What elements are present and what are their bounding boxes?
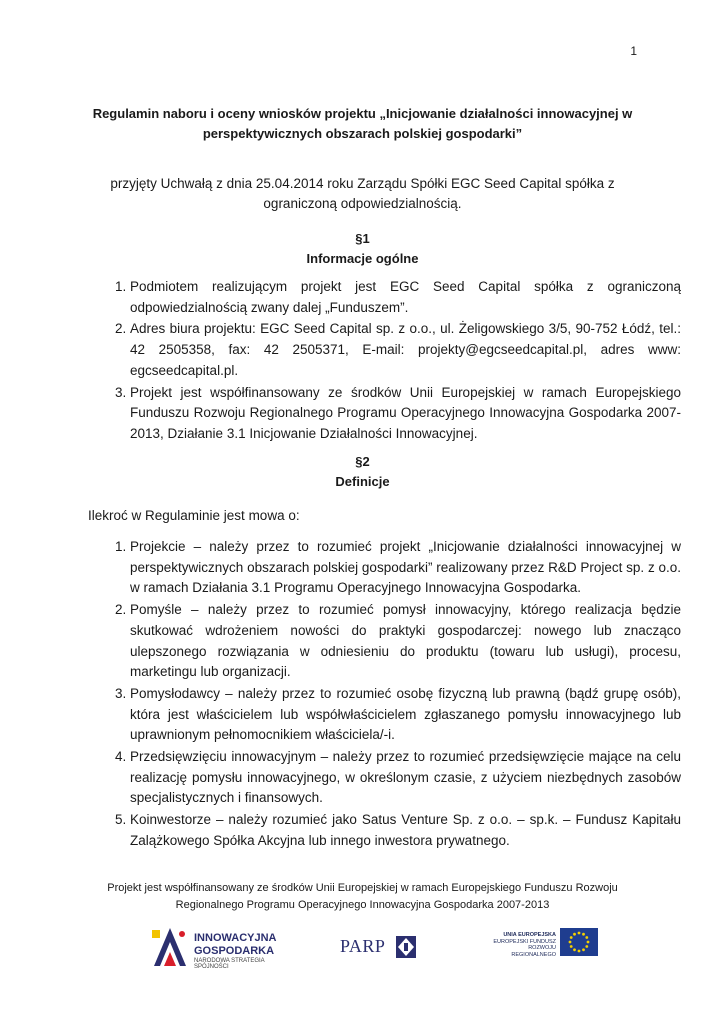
eu-line-3: ROZWOJU REGIONALNEGO — [511, 945, 556, 958]
parp-logo — [340, 932, 420, 962]
ig-tagline: NARODOWA STRATEGIA SPÓJNOŚCI — [194, 958, 265, 970]
section-2-header — [88, 452, 637, 492]
eu-line-2: EUROPEJSKI FUNDUSZ — [493, 938, 556, 945]
document-title — [88, 104, 637, 144]
eu-text — [490, 932, 556, 958]
section-2-number: §2 — [355, 454, 370, 469]
section-2-list — [88, 537, 681, 853]
eu-logo — [490, 928, 600, 960]
title-line-1: Regulamin naboru i oceny wniosków projektu „Inicjowanie działalności innowacyjnej w — [92, 106, 633, 121]
ig-emblem-icon — [150, 924, 190, 970]
list-item: 2. Adres biura projektu: EGC Seed Capital sp. z o.o., ul. Żeligowskiego 3/5, 90-752 Łódź, tel.: 42 2505358, fax: 42 2505371, E-mail: projekty@egcseedcapital.pl, adres www: egcseedcapital.pl. — [130, 319, 681, 381]
section-2-intro: Ilekroć w Regulaminie jest mowa o: — [88, 508, 300, 523]
footer-logos — [150, 924, 600, 972]
list-item: 2. Pomyśle – należy przez to rozumieć pomysł innowacyjny, którego realizacja będzie skutkować wdrożeniem nowości do praktyki gospodarczej: nowego lub znacząco ulepszonego rozwiązania w odniesieniu do produktu (towaru lub usługi), procesu, marketingu lub organizacji. — [130, 600, 681, 683]
page-number: 1 — [630, 44, 637, 58]
section-2-heading: Definicje — [335, 474, 390, 489]
section-1-number: §1 — [355, 231, 370, 246]
eu-flag-icon — [560, 928, 598, 956]
footer-line-2: Regionalnego Programu Operacyjnego Innowacyjna Gospodarka 2007-2013 — [175, 899, 550, 911]
footer-line-1: Projekt jest współfinansowany ze środków Unii Europejskiej w ramach Europejskiego Funduszu Rozwoju — [107, 882, 618, 894]
footer-text — [88, 880, 637, 914]
subtitle-line-2: ograniczoną odpowiedzialnością. — [263, 196, 462, 211]
list-item: 4. Przedsięwzięciu innowacyjnym – należy przez to rozumieć przedsięwzięcie mające na celu realizację pomysłu innowacyjnego, w określonym czasie, z użyciem niezbędnych zasobów specjalistycznych i finansowych. — [130, 747, 681, 809]
ig-line-1: INNOWACYJNA — [194, 932, 277, 944]
eu-line-1: UNIA EUROPEJSKA — [503, 932, 556, 938]
list-item: 3. Projekt jest współfinansowany ze środków Unii Europejskiej w ramach Europejskiego Funduszu Rozwoju Regionalnego Programu Operacyjnego Innowacyjna Gospodarka 2007-2013, Działanie 3.1 Inicjowanie Działalności Innowacyjnej. — [130, 383, 681, 445]
title-line-2: perspektywicznych obszarach polskiej gospodarki” — [202, 126, 523, 141]
list-item: 1. Podmiotem realizującym projekt jest EGC Seed Capital spółka z ograniczoną odpowiedzialnością zwany dalej „Funduszem”. — [130, 277, 681, 318]
section-1-header — [88, 229, 637, 269]
innowacyjna-gospodarka-logo — [150, 924, 290, 970]
list-item: 1. Projekcie – należy przez to rozumieć projekt „Inicjowanie działalności innowacyjnej w perspektywicznych obszarach polskiej gospodarki” realizowany przez R&D Project sp. z o.o. w ramach Działania 3.1 Programu Operacyjnego Innowacyjna Gospodarka. — [130, 537, 681, 599]
ig-line-2: GOSPODARKA — [194, 945, 275, 957]
section-1-heading: Informacje ogólne — [306, 251, 419, 266]
subtitle-line-1: przyjęty Uchwałą z dnia 25.04.2014 roku Zarządu Spółki EGC Seed Capital spółka z — [110, 176, 615, 191]
ig-name — [194, 932, 277, 958]
section-1-list — [88, 277, 681, 446]
parp-text: PARP — [340, 936, 386, 956]
list-item: 3. Pomysłodawcy – należy przez to rozumieć osobę fizyczną lub prawną (bądź grupę osób), która jest właścicielem lub współwłaścicielem zgłaszanego pomysłu innowacyjnego lub uprawnionym pełnomocnikiem właściciela/-i. — [130, 684, 681, 746]
document-subtitle — [88, 174, 637, 214]
parp-emblem-icon — [394, 934, 418, 960]
list-item: 5. Koinwestorze – należy rozumieć jako Satus Venture Sp. z o.o. – sp.k. – Fundusz Kapitału Zalążkowego Spółka Akcyjna lub innego inwestora prywatnego. — [130, 810, 681, 851]
